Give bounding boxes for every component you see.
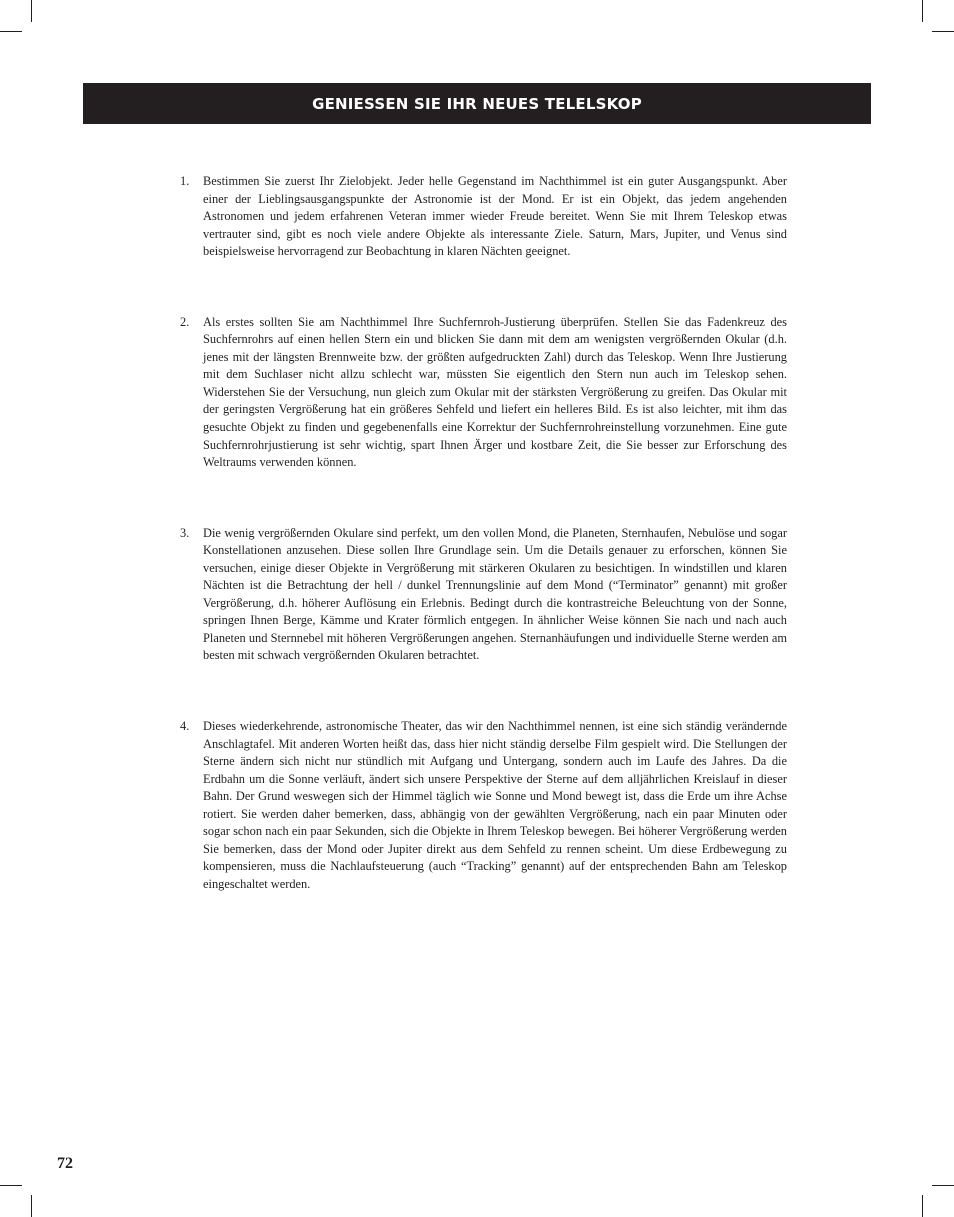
- list-item-text: Als erstes sollten Sie am Nachthimmel Ihre Suchfernroh-Justierung überprüfen. Stellen Sie das Fadenkreuz des Suchfernrohrs auf einen hellen Stern ein und blicken Sie dann mit dem am wenigsten vergrößernden Okular (d.h. jenes mit der längsten Brennweite bzw. der größten aufgedruckten Zahl) durch das Teleskop. Wenn Ihre Justierung mit dem Suchlaser nicht allzu schlecht war, müssten Sie eigentlich den Stern nun auch im Teleskop sehen. Widerstehen Sie der Versuchung, nun gleich zum Okular mit der stärksten Vergrößerung zu greifen. Das Okular mit der geringsten Vergrößerung hat ein größeres Sehfeld und liefert ein helleres Bild. Es ist also leichter, mit ihm das gesuchte Objekt zu finden und gegebenenfalls eine Korrektur der Suchfernrohreinstellung vorzunehmen. Eine gute Suchfernrohrjustierung ist sehr wichtig, spart Ihnen Ärger und kostbare Zeit, die Sie besser zur Erforschung des Weltraums verwenden können.: [203, 314, 787, 470]
- crop-mark-top-left-vertical: [31, 0, 32, 22]
- page-number: 72: [57, 1155, 73, 1172]
- crop-mark-bottom-left-vertical: [31, 1195, 32, 1217]
- crop-mark-bottom-right-horizontal: [932, 1185, 954, 1186]
- crop-mark-top-left-horizontal: [0, 31, 22, 32]
- list-item-number: 2.: [180, 314, 190, 329]
- crop-mark-top-right-horizontal: [932, 31, 954, 32]
- list-item: [180, 314, 787, 472]
- list-item: [180, 173, 787, 261]
- crop-mark-bottom-left-horizontal: [0, 1185, 22, 1186]
- section-title: GENIESSEN SIE IHR NEUES TELELSKOP: [312, 94, 642, 113]
- list-item-number: 4.: [180, 719, 190, 734]
- list-item-number: 1.: [180, 174, 190, 188]
- crop-mark-bottom-right-vertical: [922, 1195, 923, 1217]
- list-item-number: 3.: [180, 525, 190, 540]
- list-item: [180, 718, 787, 893]
- list-item: [180, 525, 787, 665]
- section-header-bar: [83, 83, 871, 124]
- list-item-text: Dieses wiederkehrende, astronomische Theater, das wir den Nachthimmel nennen, ist eine sich ständig verändernde Anschlagtafel. Mit anderen Worten heißt das, dass hier nicht ständig derselbe Film gespielt wird. Die Stellungen der Sterne ändern sich nicht nur stündlich mit Aufgang und Untergang, sondern auch im Laufe des Jahres. Da die Erdbahn um die Sonne verläuft, ändert sich unsere Perspektive der Sterne auf dem alljährlichen Kreislauf in dieser Bahn. Der Grund weswegen sich der Himmel täglich wie Sonne und Mond bewegt ist, dass die Erde um ihre Achse rotiert. Sie werden daher bemerken, dass, abhängig von der gewählten Vergrößerung, nach ein paar Minuten oder sogar schon nach ein paar Sekunden, sich die Objekte in Ihrem Teleskop bewegen. Bei höherer Vergrößerung werden Sie bemerken, dass der Mond oder Jupiter direkt aus dem Sehfeld zu rennen scheint. Um diese Erdbewegung zu kompensieren, muss die Nachlaufsteuerung (auch “Tracking” genannt) auf der entsprechenden Bahn am Teleskop eingeschaltet werden.: [203, 719, 787, 891]
- list-item-text: Die wenig vergrößernden Okulare sind perfekt, um den vollen Mond, die Planeten, Sternhaufen, Nebulöse und sogar Konstellationen anzusehen. Diese sollen Ihre Grundlage sein. Um die Details genauer zu erforschen, können Sie versuchen, einige dieser Objekte in Vergrößerung mit stärkeren Okularen zu besichtigen. In windstillen und klaren Nächten ist die Betrachtung der hell / dunkel Trennungslinie auf dem Mond (“Terminator” genannt) mit großer Vergrößerung, d.h. höherer Auflösung ein Erlebnis. Bedingt durch die kontrastreiche Beleuchtung von der Sonne, springen Ihnen Berge, Kämme und Krater förmlich entgegen. In ähnlicher Weise können Sie nach und nach auch Planeten und Sternnebel mit höheren Vergrößerungen angehen. Sternanhäufungen und individuelle Sterne werden am besten mit schwach vergrößernden Okularen betrachtet.: [203, 525, 787, 663]
- instruction-list: [180, 173, 787, 894]
- crop-mark-top-right-vertical: [922, 0, 923, 22]
- list-item-text: Bestimmen Sie zuerst Ihr Zielobjekt. Jeder helle Gegenstand im Nachthimmel ist ein guter Ausgangspunkt. Aber einer der Lieblingsausgangspunkte der Astronomie ist der Mond. Er ist ein Objekt, das jedem angehenden Astronomen und jedem erfahrenen Veteran immer wieder Freude bereitet. Wenn Sie mit Ihrem Teleskop etwas vertrauter sind, gibt es noch viele andere Objekte als interessante Ziele. Saturn, Mars, Jupiter, und Venus sind beispielsweise hervorragend zur Beobachtung in klaren Nächten geeignet.: [203, 174, 787, 259]
